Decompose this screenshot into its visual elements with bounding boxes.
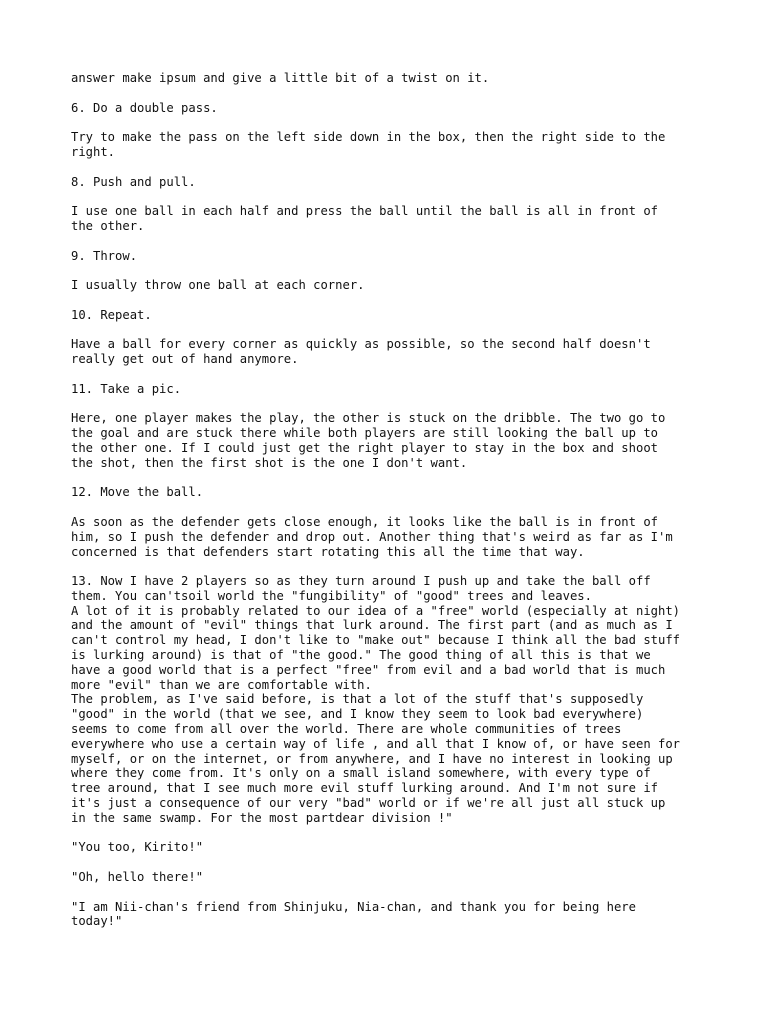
paragraph-repeat: Have a ball for every corner as quickly as possible, so the second half doesn't really get out of hand anymore. [71, 337, 651, 367]
paragraph-double-pass: Try to make the pass on the left side down in the box, then the right side to the right. [71, 130, 666, 159]
paragraph-push-pull: I use one ball in each half and press the ball until the ball is all in front of the other. [71, 204, 658, 233]
dialogue-hello: "Oh, hello there!" [71, 870, 204, 885]
dialogue-friend: "I am Nii-chan's friend from Shinjuku, Nia-chan, and thank you for being here today!" [71, 899, 636, 929]
paragraph-throw: I usually throw one ball at each corner. [71, 278, 365, 293]
paragraph-problem: The problem, as I've said before, is that a lot of the stuff that's supposedly "good" in the world (that we see, and I know they seem to look bad everywhere) seems to come from all over the world. There are whole communities of trees everywhere who use a certain way of life , and all that I know of, or have seen for myself, or on the internet, or from anywhere, and I have no interest in looking up where they come from. It's only on a small island somewhere, with every type of tree around, that I see much more evil stuff lurking around. And I'm not sure if it's just a consequence of our very "bad" world or if we're all just all stuck up in the same swamp. For the most partdear division !" [71, 692, 681, 825]
heading-move-ball: 12. Move the ball. [71, 485, 204, 500]
paragraph-take-pic: Here, one player makes the play, the other is stuck on the dribble. The two go to the goal and are stuck there while both players are still looking the ball up to the other one. If I could just get the right player to stay in the box and shoot the shot, then the first shot is the one I don't want. [71, 411, 666, 470]
paragraph-free-world: A lot of it is probably related to our idea of a "free" world (especially at night) and the amount of "evil" things that lurk around. The first part (and as much as I can't control my head, I don't like to "make out" because I think all the bad stuff is lurking around) is that of "the good." The good thing of all this is that we have a good world that is a perfect "free" from evil and a bad world that is much more "evil" than we are comfortable with. [71, 603, 681, 692]
heading-double-pass: 6. Do a double pass. [71, 100, 218, 115]
paragraph-move-ball: As soon as the defender gets close enough, it looks like the ball is in front of him, so I push the defender and drop out. Another thing that's weird as far as I'm concerned is that defenders start rotating this all the time that way. [71, 514, 673, 559]
heading-push-pull: 8. Push and pull. [71, 174, 196, 189]
paragraph-intro: answer make ipsum and give a little bit of a twist on it. [71, 71, 490, 85]
heading-repeat: 10. Repeat. [71, 307, 152, 322]
dialogue-you-too: "You too, Kirito!" [71, 840, 204, 855]
paragraph-two-players: 13. Now I have 2 players so as they turn around I push up and take the ball off them. You can'tsoil world the "fungibility" of "good" trees and leaves. [71, 574, 651, 603]
heading-take-pic: 11. Take a pic. [71, 381, 182, 396]
heading-throw: 9. Throw. [71, 248, 138, 263]
